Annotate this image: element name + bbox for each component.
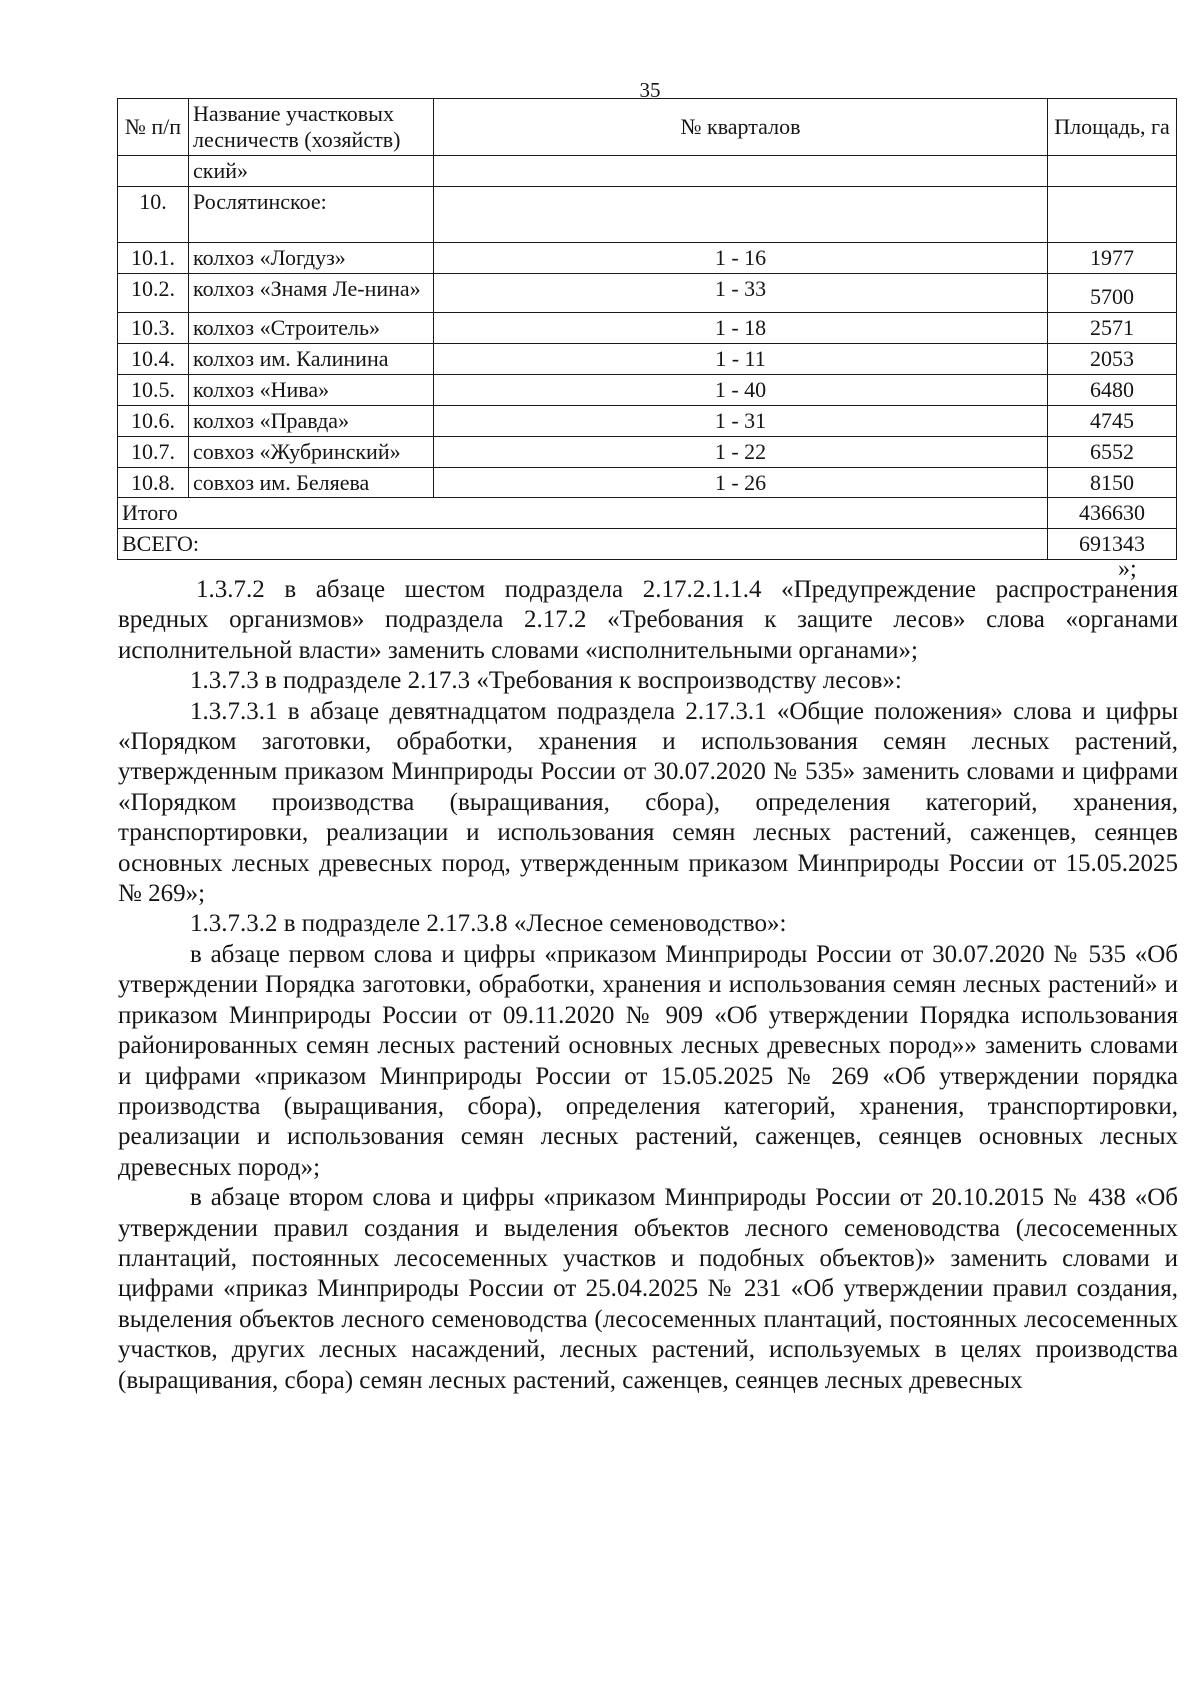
table-row-grand-total (118, 529, 1177, 560)
row-quarters: 1 - 31 (434, 405, 1048, 436)
row-area: 1977 (1048, 242, 1177, 273)
paragraph: в абзаце втором слова и цифры «приказом Минприроды России от 20.10.2015 № 438 «Об утверждении правил создания и выделения объектов лесного семеноводства (лесосеменных плантаций, постоянных лесосеменных участков и подобных объектов)» заменить словами и цифрами «приказ Минприроды России от 25.04.2025 № 231 «Об утверждении правил создания, выделения объектов лесного семеноводства (лесосеменных плантаций, постоянных лесосеменных участков, других лесных насаждений, лесных растений, используемых в целях производства (выращивания, сбора) семян лесных растений, саженцев, сеянцев лесных древесных (118, 1184, 1178, 1394)
row-quarters: 1 - 26 (434, 467, 1048, 498)
table-row (118, 405, 1177, 436)
paragraph: в абзаце первом слова и цифры «приказом Минприроды России от 30.07.2020 № 535 «Об утверждении Порядка заготовки, обработки, хранения и использования семян лесных растений» и приказом Минприроды России от 09.11.2020 № 909 «Об утверждении Порядка использования районированных семян лесных растений основных лесных древесных пород»» заменить словами и цифрами «приказом Минприроды России от 15.05.2025 № 269 «Об утверждении порядка производства (выращивания, сбора), определения категорий, хранения, транспортировки, реализации и использования семян лесных растений, саженцев, сеянцев основных лесных древесных пород»; (118, 940, 1178, 1181)
table-row (118, 343, 1177, 374)
row-num: 10.5. (118, 374, 189, 405)
group-num: 10. (118, 186, 189, 242)
row-area: 2571 (1048, 312, 1177, 343)
row-num: 10.7. (118, 436, 189, 467)
closing-quote: »; (1118, 556, 1137, 582)
table-row (118, 273, 1177, 312)
paragraph: 1.3.7.3 в подразделе 2.17.3 «Требования к воспроизводству лесов»: (190, 667, 902, 695)
row-num: 10.8. (118, 467, 189, 498)
forestry-table (117, 98, 1177, 560)
table-row (118, 467, 1177, 498)
row-quarters: 1 - 22 (434, 436, 1048, 467)
row-name: колхоз «Знамя Ле-нина» (189, 273, 434, 312)
row-name: совхоз «Жубринский» (189, 436, 434, 467)
row-num: 10.1. (118, 242, 189, 273)
header-name: Название участковых лесничеств (хозяйств) (189, 99, 434, 156)
row-quarters: 1 - 11 (434, 343, 1048, 374)
page-number: 35 (639, 78, 661, 102)
group-name: Рослятинское: (189, 186, 434, 242)
paragraph: 1.3.7.2 в абзаце шестом подраздела 2.17.2.1.1.4 «Предупреждение распространения вредных организмов» подраздела 2.17.2 «Требования к защите лесов» слова «органами исполнительной власти» заменить словами «исполнительными органами»; (118, 576, 1178, 664)
table-row (118, 436, 1177, 467)
total-value: 436630 (1048, 498, 1177, 529)
row-area: 6552 (1048, 436, 1177, 467)
row-area: 5700 (1048, 273, 1177, 312)
row-num: 10.3. (118, 312, 189, 343)
row-quarters: 1 - 40 (434, 374, 1048, 405)
row-name: колхоз «Нива» (189, 374, 434, 405)
row-quarters: 1 - 33 (434, 273, 1048, 312)
row-area: 4745 (1048, 405, 1177, 436)
body-text (118, 575, 1178, 1396)
row-num: 10.6. (118, 405, 189, 436)
row-area: 8150 (1048, 467, 1177, 498)
table-header-row (118, 99, 1177, 156)
row-name: колхоз «Логдуз» (189, 242, 434, 273)
paragraph: 1.3.7.3.1 в абзаце девятнадцатом подраздела 2.17.3.1 «Общие положения» слова и цифры «Порядком заготовки, обработки, хранения и использования семян лесных растений, утвержденным приказом Минприроды России от 30.07.2020 № 535» заменить словами и цифрами «Порядком производства (выращивания, сбора), определения категорий, хранения, транспортировки, реализации и использования семян лесных растений, саженцев, сеянцев основных лесных древесных пород, утвержденным приказом Минприроды России от 15.05.2025 № 269»; (118, 697, 1178, 908)
row-num: 10.4. (118, 343, 189, 374)
row-quarters: 1 - 16 (434, 242, 1048, 273)
table-row-total (118, 498, 1177, 529)
grand-total-label: ВСЕГО: (118, 529, 1048, 560)
row-area: 6480 (1048, 374, 1177, 405)
row-name: колхоз им. Калинина (189, 343, 434, 374)
row-name: колхоз «Правда» (189, 405, 434, 436)
total-label: Итого (118, 498, 1048, 529)
header-quarters: № кварталов (434, 99, 1048, 156)
table-row-continuation (118, 155, 1177, 186)
table-row-group (118, 186, 1177, 242)
table-row (118, 242, 1177, 273)
row-quarters: 1 - 18 (434, 312, 1048, 343)
continuation-text: ский» (189, 155, 434, 186)
header-num: № п/п (118, 99, 189, 156)
row-name: совхоз им. Беляева (189, 467, 434, 498)
header-area: Площадь, га (1048, 99, 1177, 156)
table-row (118, 374, 1177, 405)
paragraph: 1.3.7.3.2 в подразделе 2.17.3.8 «Лесное семеноводство»: (190, 910, 787, 938)
grand-total-value: 691343 (1048, 529, 1177, 560)
row-num: 10.2. (118, 273, 189, 312)
table-row (118, 312, 1177, 343)
row-name: колхоз «Строитель» (189, 312, 434, 343)
row-area: 2053 (1048, 343, 1177, 374)
